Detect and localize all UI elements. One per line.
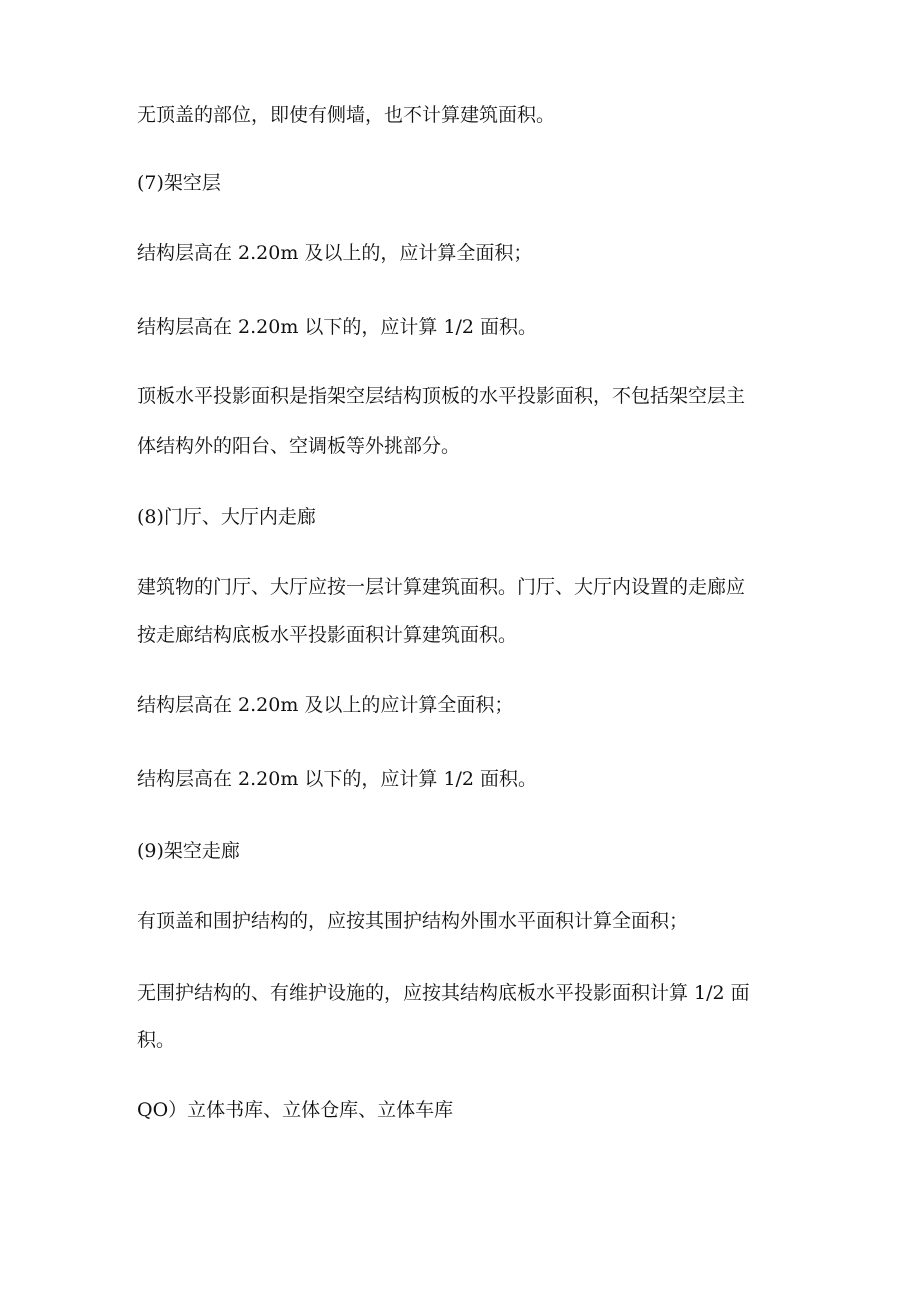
section-heading-8: (8)门厅、大厅内走廊 bbox=[137, 506, 316, 528]
text-line: 无顶盖的部位，即使有侧墙，也不计算建筑面积。 bbox=[137, 104, 556, 126]
text-line: 按走廊结构底板水平投影面积计算建筑面积。 bbox=[137, 624, 518, 646]
section-heading-7: (7)架空层 bbox=[137, 172, 221, 194]
text-line: 结构层高在 2.20m 及以上的，应计算全面积； bbox=[137, 242, 533, 264]
text-line: 体结构外的阳台、空调板等外挑部分。 bbox=[137, 435, 461, 457]
section-heading-9: (9)架空走廊 bbox=[137, 840, 240, 862]
text-line: 有顶盖和围护结构的，应按其围护结构外围水平面积计算全面积； bbox=[137, 910, 689, 932]
text-line: 顶板水平投影面积是指架空层结构顶板的水平投影面积，不包括架空层主 bbox=[137, 385, 746, 407]
text-line: 结构层高在 2.20m 以下的，应计算 1/2 面积。 bbox=[137, 768, 538, 790]
section-heading-10: QO）立体书库、立体仓库、立体车库 bbox=[137, 1099, 454, 1121]
text-line: 积。 bbox=[137, 1029, 176, 1051]
text-line: 结构层高在 2.20m 以下的，应计算 1/2 面积。 bbox=[137, 316, 538, 338]
text-line: 结构层高在 2.20m 及以上的应计算全面积； bbox=[137, 694, 514, 716]
text-line: 无围护结构的、有维护设施的，应按其结构底板水平投影面积计算 1/2 面 bbox=[137, 982, 750, 1004]
text-line: 建筑物的门厅、大厅应按一层计算建筑面积。门厅、大厅内设置的走廊应 bbox=[137, 576, 746, 598]
